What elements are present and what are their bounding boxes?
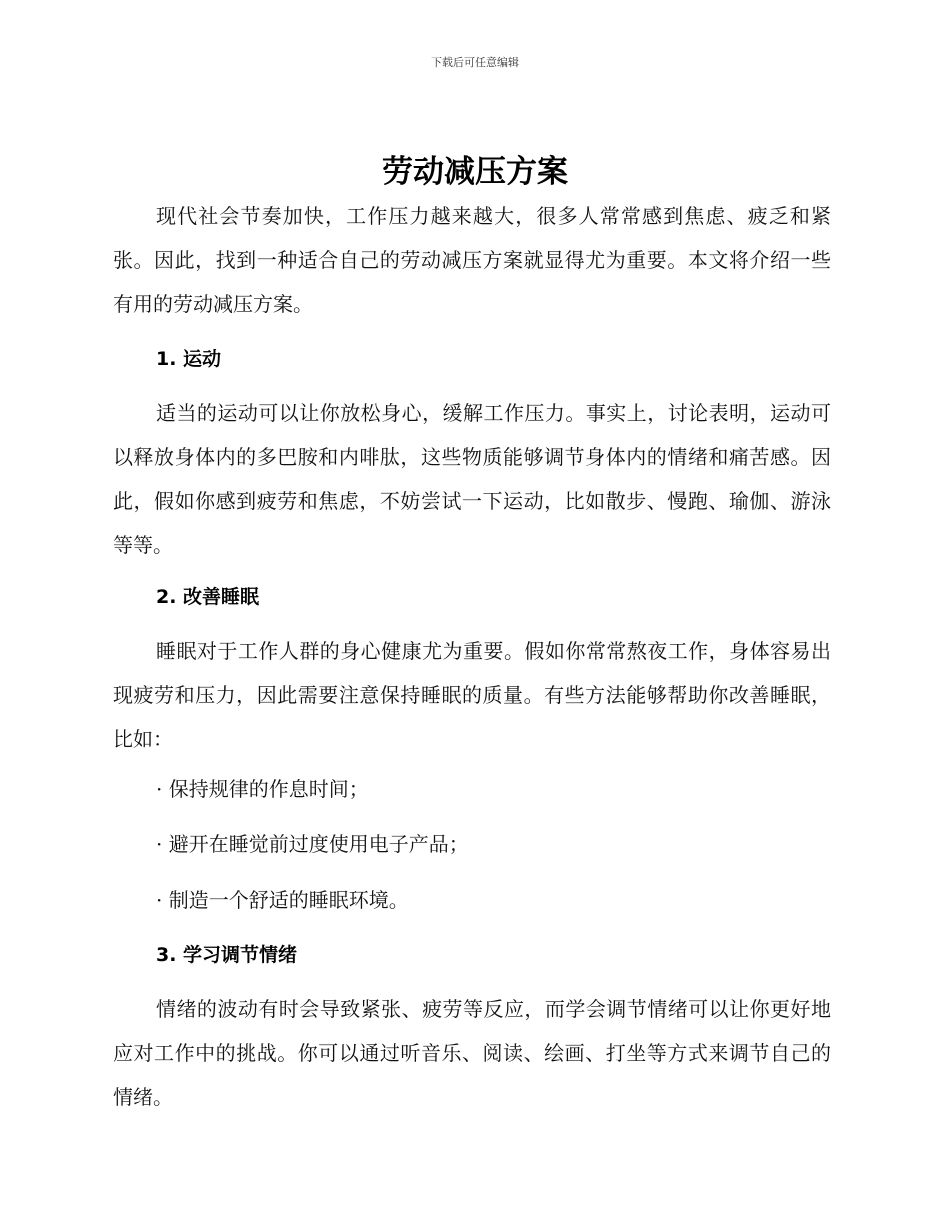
intro-paragraph: 现代社会节奏加快，工作压力越来越大，很多人常常感到焦虑、疲乏和紧张。因此，找到一种适合自己的劳动减压方案就显得尤为重要。本文将介绍一些有用的劳动减压方案。 [113, 204, 831, 316]
intro-block [113, 194, 831, 326]
section-paragraph-sleep: 睡眠对于工作人群的身心健康尤为重要。假如你常常熬夜工作，身体容易出现疲劳和压力，因此需要注意保持睡眠的质量。有些方法能够帮助你改善睡眠，比如： [113, 639, 831, 751]
section-heading-sleep: 2. 改善睡眠 [156, 586, 260, 608]
section-paragraph-exercise: 适当的运动可以让你放松身心，缓解工作压力。事实上，讨论表明，运动可以释放身体内的多巴胺和内啡肽，这些物质能够调节身体内的情绪和痛苦感。因此，假如你感到疲劳和焦虑，不妨尝试一下运动，比如散步、慢跑、瑜伽、游泳等等。 [113, 401, 831, 557]
section-heading-exercise: 1. 运动 [156, 348, 222, 370]
list-item: · 保持规律的作息时间； [156, 777, 369, 801]
section-heading-emotion: 3. 学习调节情绪 [156, 944, 298, 966]
section-body-sleep [113, 629, 831, 761]
list-item: · 避开在睡觉前过度使用电子产品； [156, 832, 469, 856]
document-title: 劳动减压方案 [382, 154, 568, 190]
section-body-exercise [113, 391, 831, 567]
section-paragraph-emotion: 情绪的波动有时会导致紧张、疲劳等反应，而学会调节情绪可以让你更好地应对工作中的挑战。你可以通过听音乐、阅读、绘画、打坐等方式来调节自己的情绪。 [113, 997, 831, 1109]
list-item: · 制造一个舒适的睡眠环境。 [156, 888, 409, 912]
section-body-emotion [113, 987, 831, 1119]
header-note: 下载后可任意编辑 [431, 56, 519, 69]
